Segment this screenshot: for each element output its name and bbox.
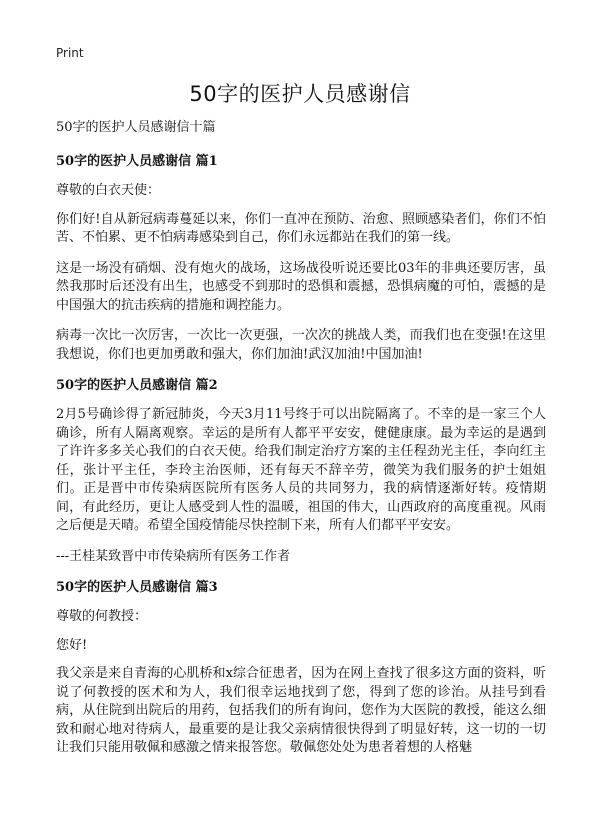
paragraph: 病毒一次比一次厉害，一次比一次更强，一次次的挑战人类，而我们也在变强!在这里我想说，你们也更加勇敢和强大，你们加油!武汉加油!中国加油! [56, 328, 546, 362]
section-heading-1: 50字的医护人员感谢信 篇1 [56, 154, 218, 169]
paragraph: 您好! [56, 637, 88, 653]
article-subtitle: 50字的医护人员感谢信十篇 [56, 120, 216, 135]
paragraph: 尊敬的白衣天使： [56, 183, 161, 198]
print-link[interactable]: Print [56, 46, 84, 60]
article-body [56, 118, 546, 770]
page-title: 50字的医护人员感谢信 [189, 82, 411, 106]
paragraph: 尊敬的何教授： [56, 609, 148, 624]
paragraph: 我父亲是来自青海的心肌桥和x综合征患者，因为在网上查找了很多这方面的资料，听说了何教授的医术和为人，我们很幸运地找到了您，得到了您的诊治。从挂号到看病，从住院到出院后的用药，包括我们的所有询问，您作为大医院的教授，能这么细致和耐心地对待病人，最重要的是让我父亲病情很快得到了明显好转，这一切的一切让我们只能用敬佩和感激之情来报答您。敬佩您处处为患者着想的人格魅 [56, 666, 546, 755]
paragraph: 2月5号确诊得了新冠肺炎，今天3月11号终于可以出院隔离了。不幸的是一家三个人确诊，所有人隔离观察。幸运的是所有人都平平安安，健健康康。最为幸运的是遇到了许许多多关心我们的白衣天使。给我们制定治疗方案的主任程劲光主任，李向红主任，张计平主任，李玲主治医师，还有每天不辞辛劳，微笑为我们服务的护士姐姐们。正是晋中市传染病医院所有医务人员的共同努力，我的病情逐渐好转。疫情期间，有此经历，更让人感受到人性的温暖，祖国的伟大，山西政府的高度重视。风雨之后便是天晴。希望全国疫情能尽快控制下来，所有人们都平平安安。 [56, 407, 546, 533]
paragraph: 这是一场没有硝烟、没有炮火的战场，这场战役听说还要比03年的非典还要厉害，虽然我那时后还没有出生，也感受不到那时的恐惧和震撼，恐惧病魔的可怕，震撼的是中国强大的抗击疾病的措施和调控能力。 [56, 260, 546, 313]
section-heading-2: 50字的医护人员感谢信 篇2 [56, 378, 218, 393]
paragraph: 你们好!自从新冠病毒蔓延以来，你们一直冲在预防、治愈、照顾感染者们，你们不怕苦、不怕累、更不怕病毒感染到自己，你们永远都站在我们的第一线。 [56, 211, 546, 245]
signature-line: ---王桂某致晋中市传染病所有医务工作者 [56, 548, 291, 564]
section-heading-3: 50字的医护人员感谢信 篇3 [56, 580, 218, 595]
